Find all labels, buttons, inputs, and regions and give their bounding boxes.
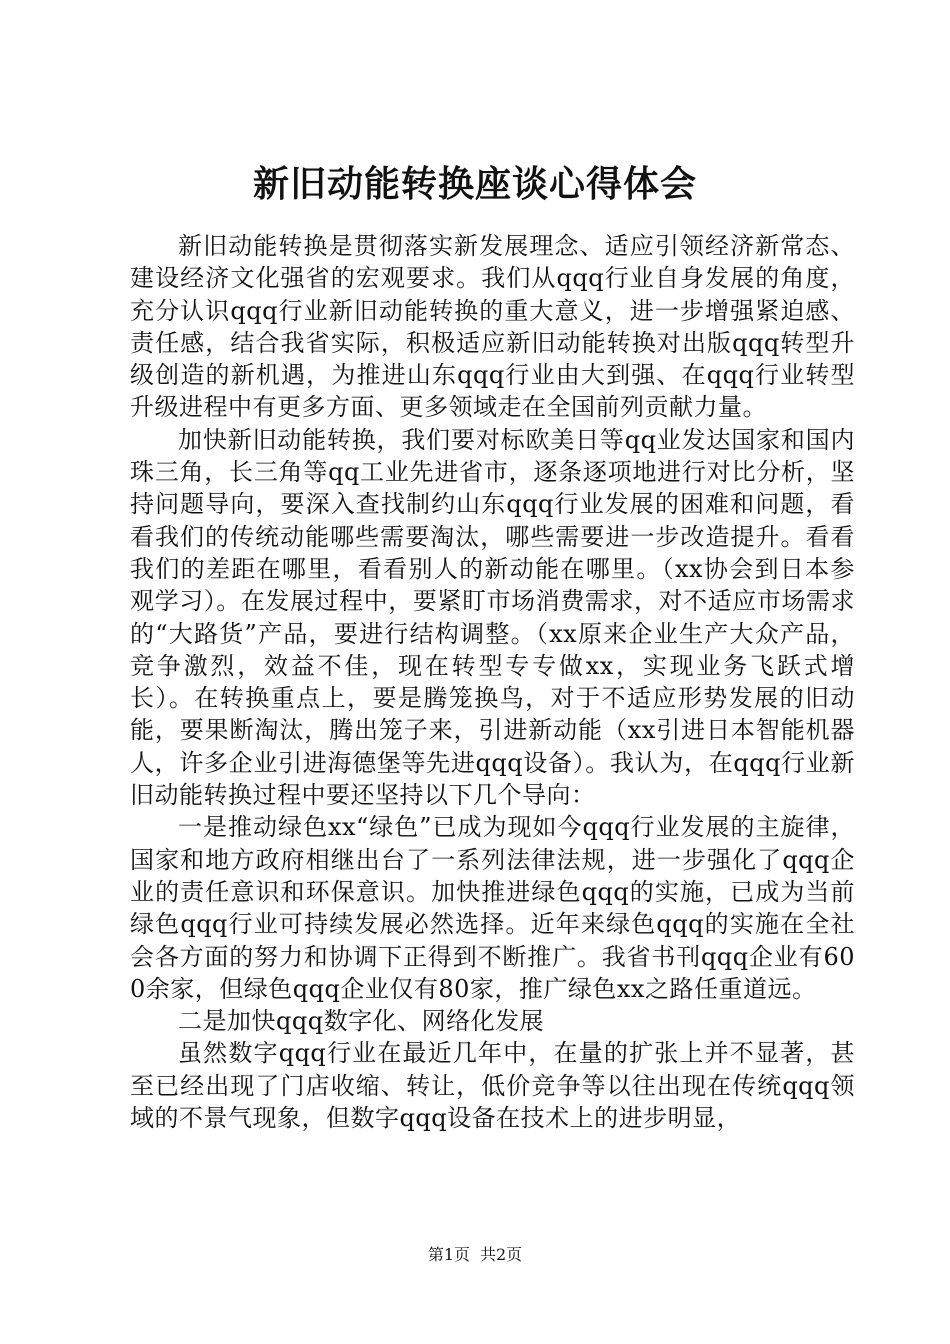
- page-footer: [0, 1243, 950, 1267]
- document-body: [130, 230, 855, 1134]
- paragraph: 二是加快qqq数字化、网络化发展: [178, 1007, 545, 1036]
- paragraph: 一是推动绿色xx“绿色”已成为现如今qqq行业发展的主旋律，国家和地方政府相继出台了一系列法律法规，进一步强化了qqq企业的责任意识和环保意识。加快推进绿色qqq的实施，已成为当前绿色qqq行业可持续发展必然选择。近年来绿色qqq的实施在全社会各方面的努力和协调下正得到不断推广。我省书刊qqq企业有600余家，但绿色qqq企业仅有80家，推广绿色xx之路任重道远。: [130, 813, 855, 1003]
- paragraph: 加快新旧动能转换，我们要对标欧美日等qq业发达国家和国内珠三角，长三角等qq工业先进省市，逐条逐项地进行对比分析，坚持问题导向，要深入查找制约山东qqq行业发展的困难和问题，看看我们的传统动能哪些需要淘汰，哪些需要进一步改造提升。看看我们的差距在哪里，看看别人的新动能在哪里。（xx协会到日本参观学习）。在发展过程中，要紧盯市场消费需求，对不适应市场需求的“大路货”产品，要进行结构调整。（xx原来企业生产大众产品，竞争激烈，效益不佳，现在转型专专做xx，实现业务飞跃式增长）。在转换重点上，要是腾笼换鸟，对于不适应形势发展的旧动能，要果断淘汰，腾出笼子来，引进新动能（xx引进日本智能机器人，许多企业引进海德堡等先进qqq设备）。我认为，在qqq行业新旧动能转换过程中要还坚持以下几个导向：: [130, 425, 855, 810]
- paragraph: 虽然数字qqq行业在最近几年中，在量的扩张上并不显著，甚至已经出现了门店收缩、转让，低价竞争等以往出现在传统qqq领域的不景气现象，但数字qqq设备在技术上的进步明显，: [130, 1039, 855, 1133]
- page-number: 第1页: [427, 1245, 470, 1264]
- document-title: 新旧动能转换座谈心得体会: [252, 163, 697, 205]
- page-total: 共2页: [480, 1245, 523, 1264]
- paragraph: 新旧动能转换是贯彻落实新发展理念、适应引领经济新常态、建设经济文化强省的宏观要求。我们从qqq行业自身发展的角度，充分认识qqq行业新旧动能转换的重大意义，进一步增强紧迫感、责任感，结合我省实际，积极适应新旧动能转换对出版qqq转型升级创造的新机遇，为推进山东qqq行业由大到强、在qqq行业转型升级进程中有更多方面、更多领域走在全国前列贡献力量。: [130, 232, 855, 422]
